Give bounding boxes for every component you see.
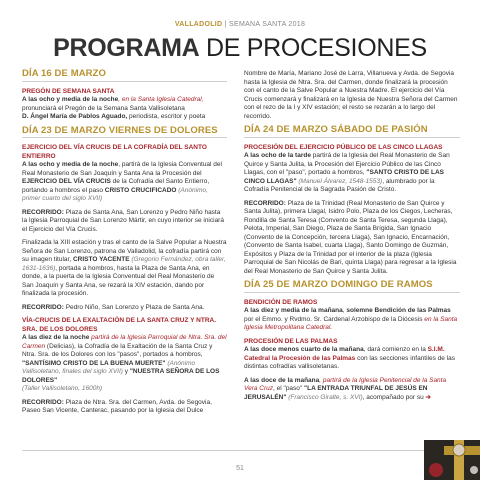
via-crucis-route-2: RECORRIDO: Pedro Niño, San Lorenzo y Plaza de Santa Ana. — [22, 303, 205, 311]
bendicion-entry: BENDICIÓN DE RAMOS A las diez y media de la mañana, solemne Bendición de las Palmas por el Emmo. y Rvdmo. Sr. Cardenal Arzobispo de la Diócesis en la Santa Iglesia Metropolitana Catedral. — [244, 298, 458, 331]
day-24-heading: DÍA 24 DE MARZO SÁBADO DE PASIÓN — [244, 126, 460, 138]
bendicion-title: BENDICIÓN DE RAMOS — [244, 298, 318, 306]
pregon-speaker-desc: periodista, escritor y poeta — [127, 113, 206, 120]
exaltacion-route-continued: Nombre de María, Mariano José de Larra, Villanueva y Avda. de Segovia hasta la Iglesia de Ntra. Sra. del Carmen, donde finalizará la procesión con el canto de la Salve Popular a Nuestra Madre. El ejercicio del Vía Crucis comenzará y finalizará en la Iglesia de Nuestra Señora del Carmen con el rezo de la I y XIV estación; el resto se rezarán a lo largo del recorrido. — [244, 70, 458, 120]
right-column — [244, 70, 460, 407]
cinco-llagas-title: PROCESIÓN DEL EJERCICIO PÚBLICO DE LAS CINCO LLAGAS — [244, 143, 443, 151]
header-separator: | — [222, 21, 230, 28]
header-city: VALLADOLID — [174, 21, 223, 28]
exaltacion-title: VÍA-CRUCIS DE LA EXALTACIÓN DE LA SANTA CRUZ Y NTRA. SRA. DE LOS DOLORES — [22, 317, 217, 333]
pregon-entry — [22, 88, 227, 122]
ornamental-cross-image — [424, 440, 480, 480]
day-23-heading: DÍA 23 DE MARZO VIERNES DE DOLORES — [22, 127, 227, 139]
cinco-llagas-entry: PROCESIÓN DEL EJERCICIO PÚBLICO DE LAS CINCO LLAGAS A las ocho de la tarde partirá de la Iglesia del Real Monasterio de San Quirce y Santa Julita, la Procesión del Ejercicio Público de las Cinco Llagas, con el "paso", portado a hombros, "SANTO CRISTO DE LAS CINCO LLAGAS" (Manuel Álvarez, 1548-1553), alumbrado por la Cofradía Penitencial de la Sagrada Pasión de Cristo. — [244, 143, 450, 193]
via-crucis-final: Finalizada la XIII estación y tras el canto de la Salve Popular a Nuestra Señora de San Lorenzo, patrona de Valladolid, la cofradía partirá con su imagen titular, CRISTO YACENTE (Gregorio Fernández, obra taller, 1631-1636), portada a hombros, hasta la Plaza de Santa Ana, en donde, a la puerta de la Iglesia Conventual del Real Monasterio de San Joaquín y Santa Ana, se rezará la XIV estación, dando por finalizada la procesión. — [22, 239, 227, 297]
pregon-place: , en la Santa Iglesia Catedral, — [118, 96, 204, 103]
via-crucis-route: RECORRIDO: Plaza de Santa Ana, San Lorenzo y Pedro Niño hasta la Iglesia Parroquial de San Lorenzo Mártir, en cuyo interior se iniciará el Ejercicio del Vía Crucis. — [22, 208, 224, 233]
exaltacion-entry: VÍA-CRUCIS DE LA EXALTACIÓN DE LA SANTA CRUZ Y NTRA. SRA. DE LOS DOLORES A las diez de la noche partirá de la Iglesia Parroquial de Ntra. Sra. del Carmen (Delicias), la Cofradía de la Exaltación de la Santa Cruz y Ntra. Sra. de los Dolores con los "pasos", portados a hombros, "SANTÍSIMO CRISTO DE LA BUENA MUERTE" (Anónimo Vallisoletano, finales del siglo XVII) y "NUESTRA SEÑORA DE LOS DOLORES" (Taller Vallisoletano, 1600h) — [22, 317, 227, 392]
title-bold: PROGRAMA — [53, 34, 200, 62]
entrada-triunfal-entry: A las doce de la mañana, partirá de la Iglesia Penitencial de la Santa Vera Cruz, el "paso" "LA ENTRADA TRIUNFAL DE JESÚS EN JERUSALÉN" (Francisco Giralte, s. XVI), acompañado por su ➔ — [244, 376, 447, 401]
pregon-speaker: D. Ángel María de Pablos Aguado, — [22, 113, 128, 120]
left-column — [22, 66, 227, 421]
via-crucis-time: A las ocho y media de la noche — [22, 161, 119, 168]
page-header — [0, 21, 480, 28]
continue-arrow-icon: ➔ — [425, 393, 431, 401]
footer-divider — [22, 450, 460, 451]
title-light: DE PROCESIONES — [199, 34, 427, 62]
header-subtitle: SEMANA SANTA 2018 — [229, 21, 306, 28]
palmas-entry: PROCESIÓN DE LAS PALMAS A las doce menos cuarto de la mañana, dará comienzo en la S.I.M. Catedral la Procesión de las Palmas con las secciones infantiles de las distintas cofradías vallisoletanas. — [244, 337, 456, 370]
palmas-title: PROCESIÓN DE LAS PALMAS — [244, 337, 338, 345]
pregon-title: PREGÓN DE SEMANA SANTA — [22, 87, 115, 95]
pregon-time: A las ocho y media de la noche — [22, 96, 119, 103]
day-25-heading: DÍA 25 DE MARZO DOMINGO DE RAMOS — [244, 281, 460, 293]
page-number: 51 — [236, 465, 244, 472]
cinco-llagas-route: RECORRIDO: Plaza de la Trinidad (Real Monasterio de San Quirce y Santa Julita), primera Llagal, Isidro Polo, Plaza de los Ciegos, Lecheras, Rondilla de Santa Teresa (Convento de Santa Teresa, segunda Llaga), Pelota, Imperial, San Diego, Plaza de Santa Brígida, San Ignacio (Convento de la Concepción, tercera Llaga), San Ignacio, Encarnación, (Convento de Santa Isabel, cuarta Llaga), Santo Domingo de Guzmán, Expósitos y Plaza de la Trinidad por el interior de la plaza (Iglesia Parroquial de San Nicolás de Bari, quinta Llaga) para regresar a la Iglesia del Real Monasterio de San Quirce y Santa Julita. — [244, 199, 457, 275]
via-crucis-entry: EJERCICIO DEL VÍA CRUCIS DE LA COFRADÍA DEL SANTO ENTIERRO A las ocho y media de la noche, partirá de la Iglesia Conventual del Real Monasterio de San Joaquín y Santa Ana la Procesión del EJERCICIO DEL VÍA CRUCIS de la Cofradía del Santo Entierro, portando a hombros el paso CRISTO CRUCIFICADO (Anónimo, primer cuarto del siglo XVII) — [22, 144, 222, 202]
pregon-text: pronunciará el Pregón de la Semana Santa Vallisoletana — [22, 104, 185, 112]
via-crucis-title: EJERCICIO DEL VÍA CRUCIS DE LA COFRADÍA DEL SANTO ENTIERRO — [22, 144, 207, 160]
exaltacion-route: RECORRIDO: Plaza de Ntra. Sra. del Carmen, Avda. de Segovia, Paseo San Vicente, Canterac, pasando por la Iglesia del Dulce — [22, 398, 212, 414]
day-16-heading: DÍA 16 DE MARZO — [22, 70, 227, 82]
page-title — [0, 34, 480, 62]
